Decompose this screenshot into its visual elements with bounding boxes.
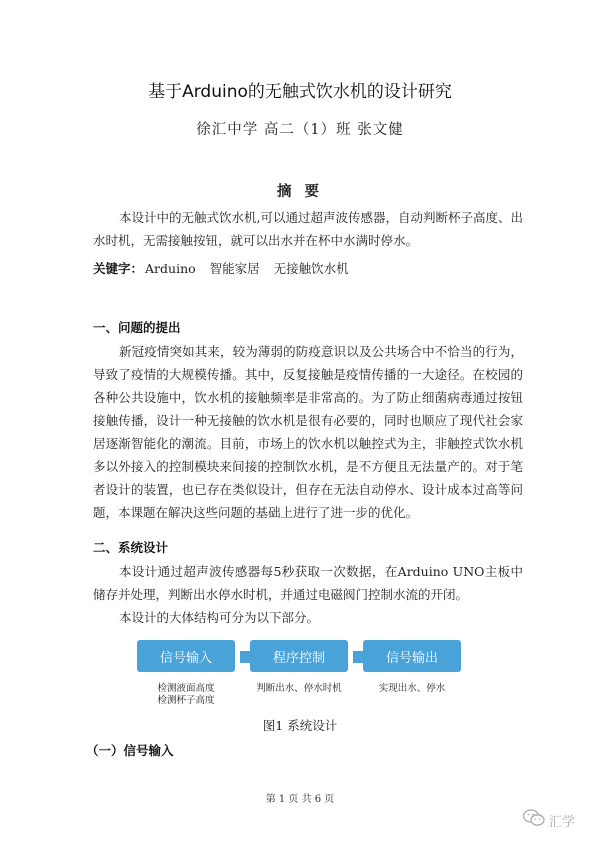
keywords-line bbox=[93, 259, 361, 277]
figure-caption: 图1 系统设计 bbox=[262, 718, 338, 733]
section-heading-system: 二、系统设计 bbox=[93, 540, 169, 555]
section-system-text: 本设计通过超声波传感器每5秒获取一次数据，在Arduino UNO主板中储存并处理，判断出水停水时机，并通过电磁阀门控制水流的开闭。 bbox=[93, 564, 523, 602]
keyword: Arduino bbox=[145, 261, 196, 276]
page-footer: 第 1 页 共 6 页 bbox=[265, 794, 335, 805]
abstract-text: 本设计中的无触式饮水机,可以通过超声波传感器，自动判断杯子高度、出水时机，无需接触按钮，就可以出水并在杯中水满时停水。 bbox=[93, 210, 523, 248]
signal-output-caption: 实现出水、停水 bbox=[378, 683, 446, 694]
wechat-icon bbox=[523, 809, 549, 831]
paper-title: 基于Arduino的无触式饮水机的设计研究 bbox=[148, 82, 452, 102]
signal-input-caption: 检测液面高度 检测杯子高度 bbox=[157, 683, 215, 706]
watermark-text: 汇学 bbox=[549, 814, 576, 830]
signal-output-box: 信号输出 bbox=[363, 640, 461, 672]
program-control-box: 程序控制 bbox=[250, 640, 348, 672]
keywords-label: 关键字： bbox=[93, 261, 144, 276]
author-line: 徐汇中学 高二（1）班 张文健 bbox=[196, 122, 404, 138]
signal-input-box: 信号输入 bbox=[137, 640, 235, 672]
section-problem-text: 新冠疫情突如其来，较为薄弱的防疫意识以及公共场合中不恰当的行为，导致了疫情的大规模传播。其中，反复接触是疫情传播的一大途径。在校园的各种公共设施中，饮水机的接触频率是非常高的。为了防止细菌病毒通过按钮接触传播，设计一种无接触的饮水机是很有必要的，同时也顺应了现代社会家居逐渐智能化的潮流。目前，市场上的饮水机以触控式为主，非触控式饮水机多以外接入的控制模块来间接的控制饮水机，是不方便且无法量产的。对于笔者设计的装置，也已存在类似设计，但存在无法自动停水、设计成本过高等问题，本课题在解决这些问题的基础上进行了进一步的优化。 bbox=[93, 344, 523, 520]
abstract-heading: 摘 要 bbox=[276, 184, 324, 200]
keyword: 智能家居 bbox=[209, 261, 260, 276]
section-system-text-2: 本设计的大体结构可分为以下部分。 bbox=[119, 610, 320, 625]
program-control-caption: 判断出水、停水时机 bbox=[256, 683, 342, 694]
subsection-heading-signal-input: （一）信号输入 bbox=[86, 743, 174, 758]
keyword: 无接触饮水机 bbox=[273, 261, 349, 276]
section-heading-problem: 一、问题的提出 bbox=[93, 320, 181, 335]
watermark bbox=[523, 809, 575, 831]
